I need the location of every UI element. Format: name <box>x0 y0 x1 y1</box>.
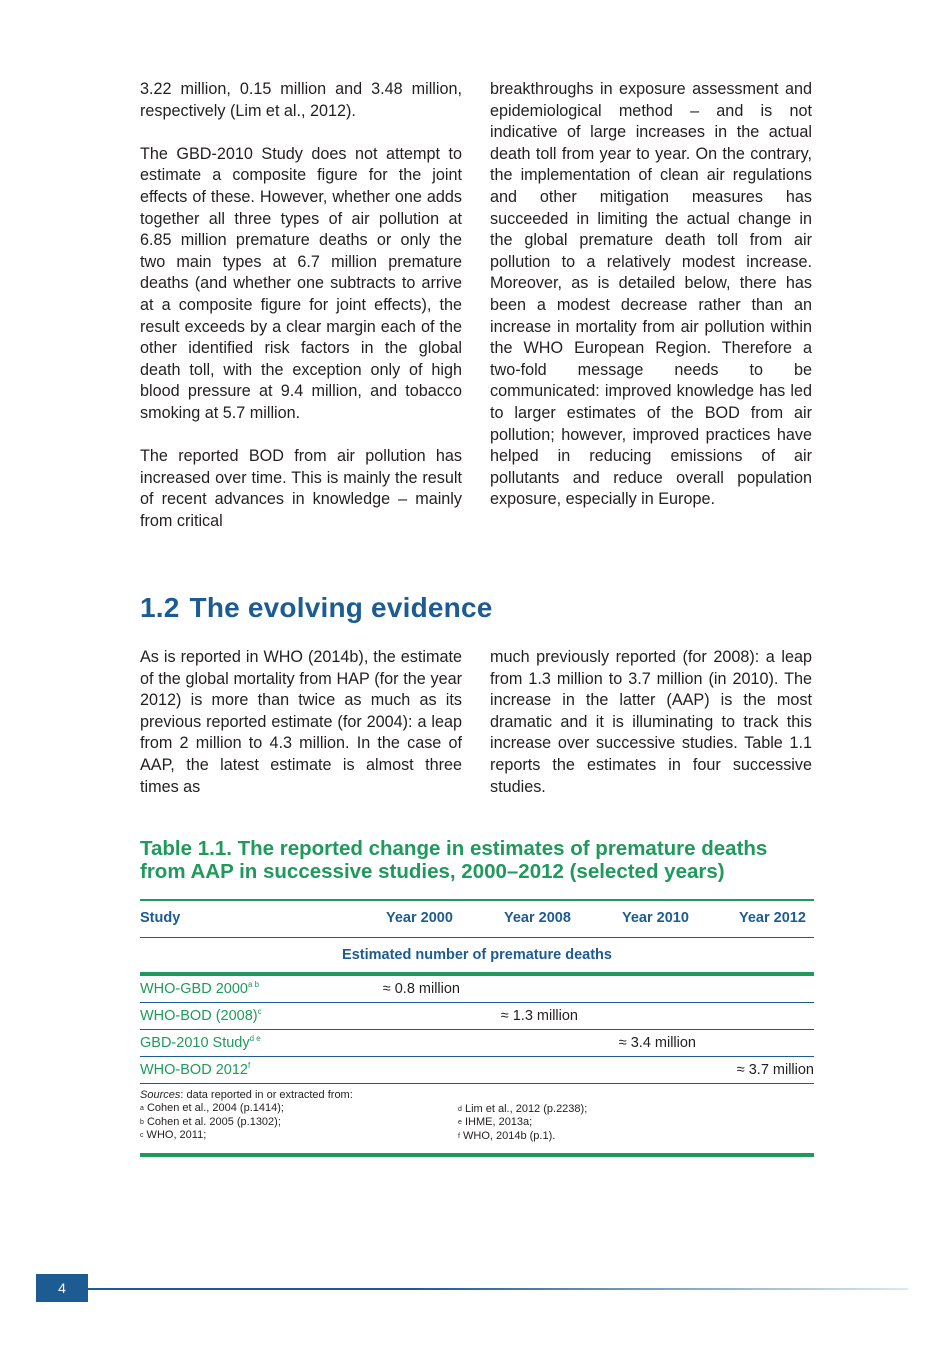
table-subheader: Estimated number of premature deaths <box>342 946 612 963</box>
table-header-row <box>140 901 814 937</box>
study-name: GBD-2010 Study$^{d e}$ <box>140 1033 261 1051</box>
header-study: Study <box>140 909 181 926</box>
sources-left <box>140 1089 450 1143</box>
source-item: $^c$ WHO, 2011; <box>140 1129 207 1141</box>
study-name: WHO-BOD 2012$^f$ <box>140 1060 251 1078</box>
paragraph: much previously reported (for 2008): a leap from 1.3 million to 3.7 million (in 2010). The increase in the latter (AAP) is the most dramatic and it is illuminating to track this increase over successive studies. Table 1.1 reports the estimates in four successive studies. <box>490 648 812 796</box>
sources-right <box>458 1103 758 1144</box>
body-column-4 <box>490 647 812 798</box>
table-sources <box>140 1084 814 1153</box>
study-name: WHO-GBD $2000^{a b}$ <box>140 979 260 997</box>
source-item: $^a$ Cohen et al., 2004 (p.1414); <box>140 1102 284 1114</box>
header-year-2000: Year 2000 <box>386 909 453 926</box>
source-item: $^d$ Lim et al., 2012 (p.2238); <box>458 1102 588 1115</box>
source-item: $^f$ WHO, 2014b (p.1). <box>458 1129 556 1142</box>
estimate-value: ≈ 0.8 million <box>382 980 460 997</box>
table-row <box>140 1003 814 1029</box>
table-row <box>140 1030 814 1056</box>
section-heading <box>140 592 493 624</box>
table-row <box>140 976 814 1002</box>
section-title: The evolving evidence <box>189 592 493 623</box>
paragraph: 3.22 million, 0.15 million and 3.48 million, respectively (Lim et al., 2012). <box>140 80 462 120</box>
table-bottom-rule <box>140 1153 814 1157</box>
section-number: 1.2 <box>140 592 180 623</box>
source-item: $^b$ Cohen et al. 2005 (p.1302); <box>140 1115 281 1128</box>
body-column-3 <box>140 647 462 798</box>
estimate-value: ≈ 1.3 million <box>500 1007 578 1024</box>
table-title <box>140 837 820 883</box>
estimates-table <box>140 899 814 1157</box>
table-title-line-2: from AAP in successive studies, 2000–2012 (selected years) <box>140 860 725 883</box>
paragraph: The GBD-2010 Study does not attempt to estimate a composite figure for the joint effects of these. However, whether one adds together all three types of air pollution at 6.85 million premature deaths or only the two main types at 6.7 million premature deaths (and whether one subtracts to arrive at a composite figure for joint effects), the result exceeds by a clear margin each of the other identified risk factors in the global death toll, with the exception only of high blood pressure at 9.4 million, and tobacco smoking at 5.7 million. <box>140 144 462 422</box>
paragraph: As is reported in WHO (2014b), the estimate of the global mortality from HAP (for the year 2012) is more than twice as much as its previous reported estimate (for 2004): a leap from 2 million to 4.3 million. In the case of AAP, the latest estimate is almost three times as <box>140 648 462 796</box>
paragraph: The reported BOD from air pollution has increased over time. This is mainly the result of recent advances in knowledge – mainly from critical <box>140 447 462 530</box>
table-row <box>140 1057 814 1083</box>
header-year-2008: Year 2008 <box>504 909 571 926</box>
estimate-value: ≈ 3.7 million <box>736 1061 814 1078</box>
estimate-value: ≈ 3.4 million <box>618 1034 696 1051</box>
table-title-line-1: Table 1.1. The reported change in estimates of premature deaths <box>140 837 768 860</box>
study-name: WHO-BOD $(2008)^c$ <box>140 1006 262 1024</box>
footer-rule <box>88 1288 908 1290</box>
header-year-2012: Year 2012 <box>739 909 806 926</box>
page-number: 4 <box>36 1274 88 1302</box>
body-column-1 <box>140 79 462 532</box>
body-column-2 <box>490 79 812 511</box>
paragraph: breakthroughs in exposure assessment and epidemiological method – and is not indicative of large increases in the actual death toll from year to year. On the contrary, the implementation of clean air regulations and other mitigation measures has succeeded in limiting the actual change in the global premature death toll from air pollution to a relatively modest increase. Moreover, as is detailed below, there has been a modest decrease rather than an increase in mortality from air pollution within the WHO European Region. Therefore a two-fold message needs to be communicated: improved knowledge has led to larger estimates of the BOD from air pollution; however, improved practices have helped in reducing emissions of air pollutants and reduce overall population exposure, especially in Europe. <box>490 80 812 509</box>
header-year-2010: Year 2010 <box>622 909 689 926</box>
source-item: $^e$ IHME, 2013a; <box>458 1116 533 1128</box>
sources-intro: Sources: data reported in or extracted from: <box>140 1088 353 1101</box>
